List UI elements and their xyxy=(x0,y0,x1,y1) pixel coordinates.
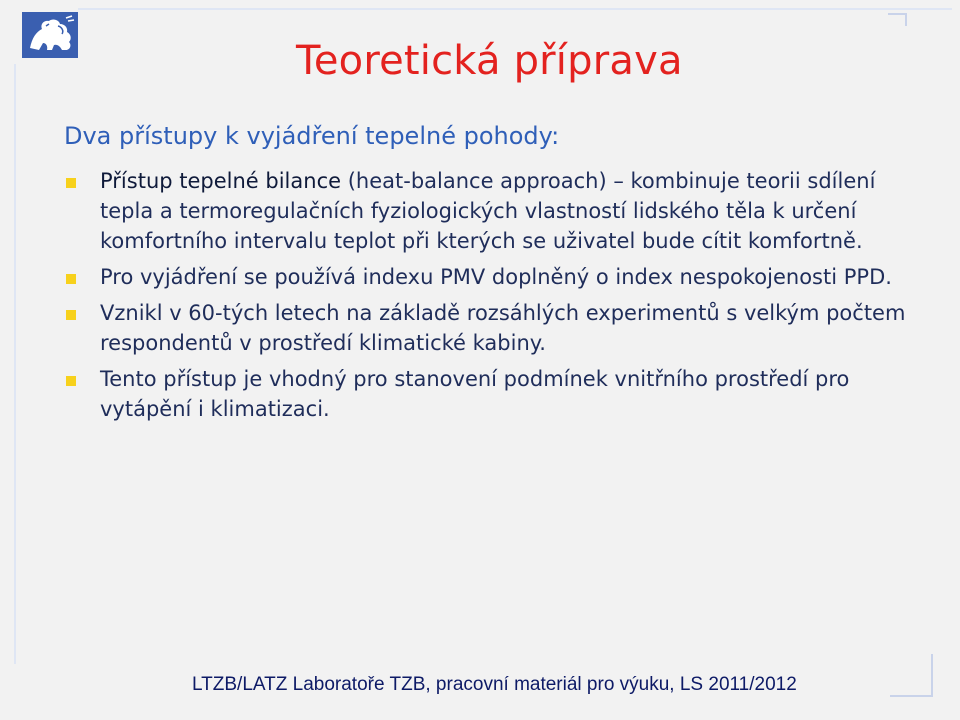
lion-logo-icon xyxy=(22,12,78,58)
square-bullet-icon xyxy=(66,310,76,320)
bullet-lead-text: Přístup tepelné bilance xyxy=(100,169,342,193)
corner-mark-bottom-icon xyxy=(888,652,934,698)
list-item xyxy=(64,262,924,292)
list-item xyxy=(64,364,924,424)
bullet-text: Vznikl v 60-tých letech na základě rozsáhlých experimentů s velkým počtem respondentů v prostředí klimatické kabiny. xyxy=(100,301,906,355)
frame-left-line xyxy=(14,64,16,664)
bullet-text: Pro vyjádření se používá indexu PMV doplněný o index nespokojenosti PPD. xyxy=(100,265,892,289)
frame-top-line xyxy=(78,8,952,10)
square-bullet-icon xyxy=(66,274,76,284)
slide-title: Teoretická příprava xyxy=(296,38,683,84)
square-bullet-icon xyxy=(66,178,76,188)
square-bullet-icon xyxy=(66,376,76,386)
slide-subtitle: Dva přístupy k vyjádření tepelné pohody: xyxy=(64,122,560,150)
list-item xyxy=(64,298,924,358)
bullet-text: Tento přístup je vhodný pro stanovení podmínek vnitřního prostředí pro vytápění i klimatizaci. xyxy=(100,367,850,421)
list-item xyxy=(64,166,924,256)
slide-footer: LTZB/LATZ Laboratoře TZB, pracovní materiál pro výuku, LS 2011/2012 xyxy=(192,674,797,695)
bullet-list xyxy=(64,166,924,430)
bullet-text: (heat-balance approach) – kombinuje teorii sdílení tepla a termoregulačních fyziologických vlastností lidského těla k určení komfortního intervalu teplot při kterých se uživatel bude cítit komfortně. xyxy=(100,169,876,253)
corner-mark-top-icon xyxy=(886,12,908,28)
